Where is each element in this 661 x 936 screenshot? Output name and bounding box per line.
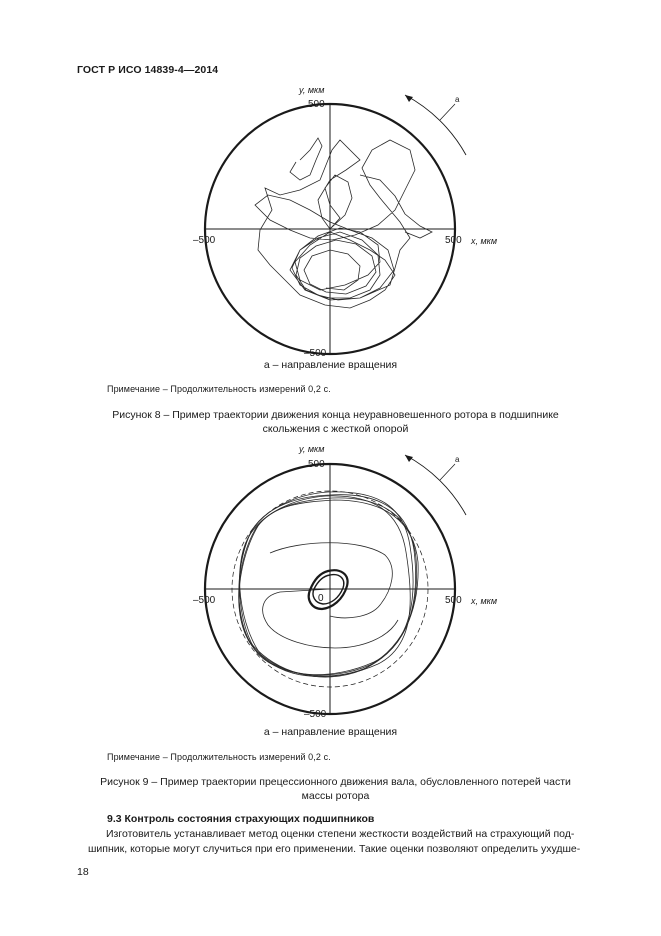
figure-9-plot [0,440,661,730]
fig9-title-line2: массы ротора [301,790,370,802]
fig9-orbits [239,492,418,677]
fig8-y-label: y, мкм [299,85,325,95]
fig8-note: Примечание – Продолжительность измерений 0,2 с. [107,384,331,394]
fig9-y-top-tick: 500 [308,459,325,470]
paragraph-line2: шипник, которые могут случиться при его применении. Такие оценки позволяют определить ухудше- [88,843,581,855]
fig9-x-right-tick: 500 [445,595,462,606]
paragraph-line1 [88,827,585,842]
fig8-arrowhead [405,95,413,102]
fig9-x-left-tick: –500 [193,595,216,606]
document-header: ГОСТ Р ИСО 14839-4—2014 [77,64,219,76]
fig8-y-top-tick: 500 [308,99,325,110]
fig9-legend: a – направление вращения [263,726,398,738]
fig8-title [90,408,581,436]
fig9-y-label: y, мкм [299,444,325,454]
section-heading: 9.3 Контроль состояния страхующих подшипников [107,813,375,825]
page-number: 18 [77,866,89,878]
fig8-title-line1: Рисунок 8 – Пример траектории движения конца неуравновешенного ротора в подшипнике [112,409,559,421]
fig9-rotation-arrow [405,455,466,515]
fig8-x-right-tick: 500 [445,235,462,246]
fig8-arrow-label: a [455,95,460,104]
paragraph-line1-text: Изготовитель устанавливает метод оценки степени жесткости воздействий на страхующий под- [106,828,575,840]
fig9-arrowhead [405,455,413,462]
fig8-legend: a – направление вращения [263,359,398,371]
fig8-trajectory [255,138,432,308]
fig8-title-line2: скольжения с жесткой опорой [262,423,409,435]
fig9-title-line1: Рисунок 9 – Пример траектории прецессионного движения вала, обусловленного потерей части [100,776,571,788]
fig8-rotation-arrow [405,95,466,155]
fig8-x-left-tick: –500 [193,235,216,246]
fig9-title [90,775,581,803]
fig9-arrow-label: a [455,455,460,464]
fig9-origin-label: 0 [318,593,324,604]
fig9-y-bottom-tick: –500 [304,709,327,720]
figure-8-plot [0,0,661,380]
fig9-x-label: x, мкм [471,596,498,606]
section-paragraph [88,827,585,857]
fig9-note: Примечание – Продолжительность измерений 0,2 с. [107,752,331,762]
fig8-y-bottom-tick: –500 [304,348,327,359]
fig8-x-label: x, мкм [471,236,498,246]
